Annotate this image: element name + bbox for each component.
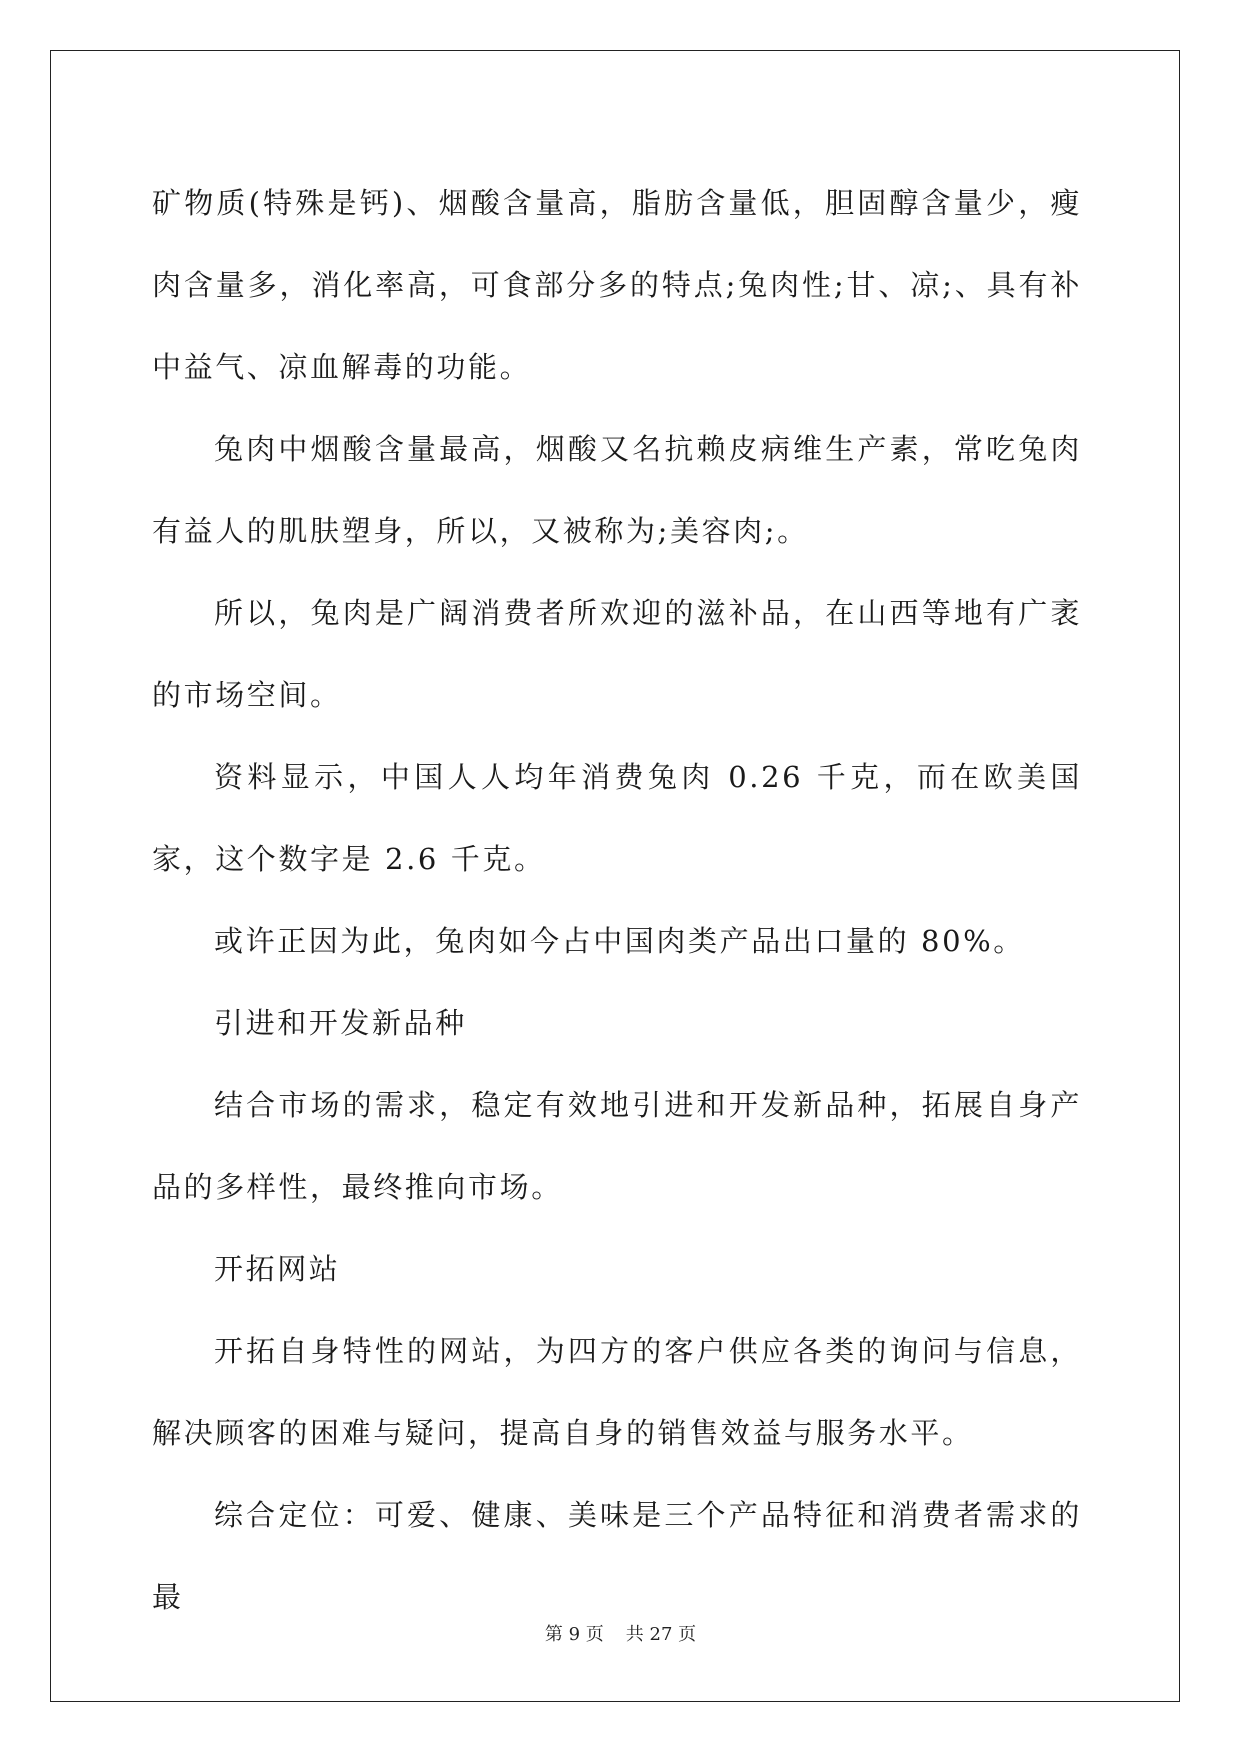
page-total: 共 27 页 [625, 1624, 697, 1645]
document-body [152, 162, 1082, 1638]
paragraph-3: 所以，兔肉是广阔消费者所欢迎的滋补品，在山西等地有广袤的市场空间。 [152, 596, 1082, 712]
paragraph-10: 综合定位：可爱、健康、美味是三个产品特征和消费者需求的最 [152, 1498, 1082, 1614]
section-heading-website: 开拓网站 [214, 1252, 341, 1286]
paragraph-4: 资料显示，中国人人均年消费兔肉 0.26 千克，而在欧美国家，这个数字是 2.6 千克。 [152, 760, 1082, 876]
paragraph-9: 开拓自身特性的网站，为四方的客户供应各类的询问与信息， 解决顾客的困难与疑问，提高自身的销售效益与服务水平。 [152, 1334, 1082, 1450]
paragraph-5: 或许正因为此，兔肉如今占中国肉类产品出口量的 80%。 [214, 924, 1025, 958]
page-footer [0, 1620, 1241, 1646]
paragraph-1: 矿物质(特殊是钙)、烟酸含量高，脂肪含量低，胆固醇含量少，瘦肉含量多，消化率高，可食部分多的特点;兔肉性;甘、凉;、具有补中益气、凉血解毒的功能。 [152, 186, 1082, 384]
section-heading-new-varieties: 引进和开发新品种 [214, 1006, 467, 1040]
page-number: 第 9 页 [544, 1624, 604, 1645]
paragraph-2: 兔肉中烟酸含量最高，烟酸又名抗赖皮病维生产素，常吃兔肉有益人的肌肤塑身，所以，又被称为;美容肉;。 [152, 432, 1082, 548]
paragraph-7: 结合市场的需求，稳定有效地引进和开发新品种，拓展自身产品的多样性，最终推向市场。 [152, 1088, 1082, 1204]
